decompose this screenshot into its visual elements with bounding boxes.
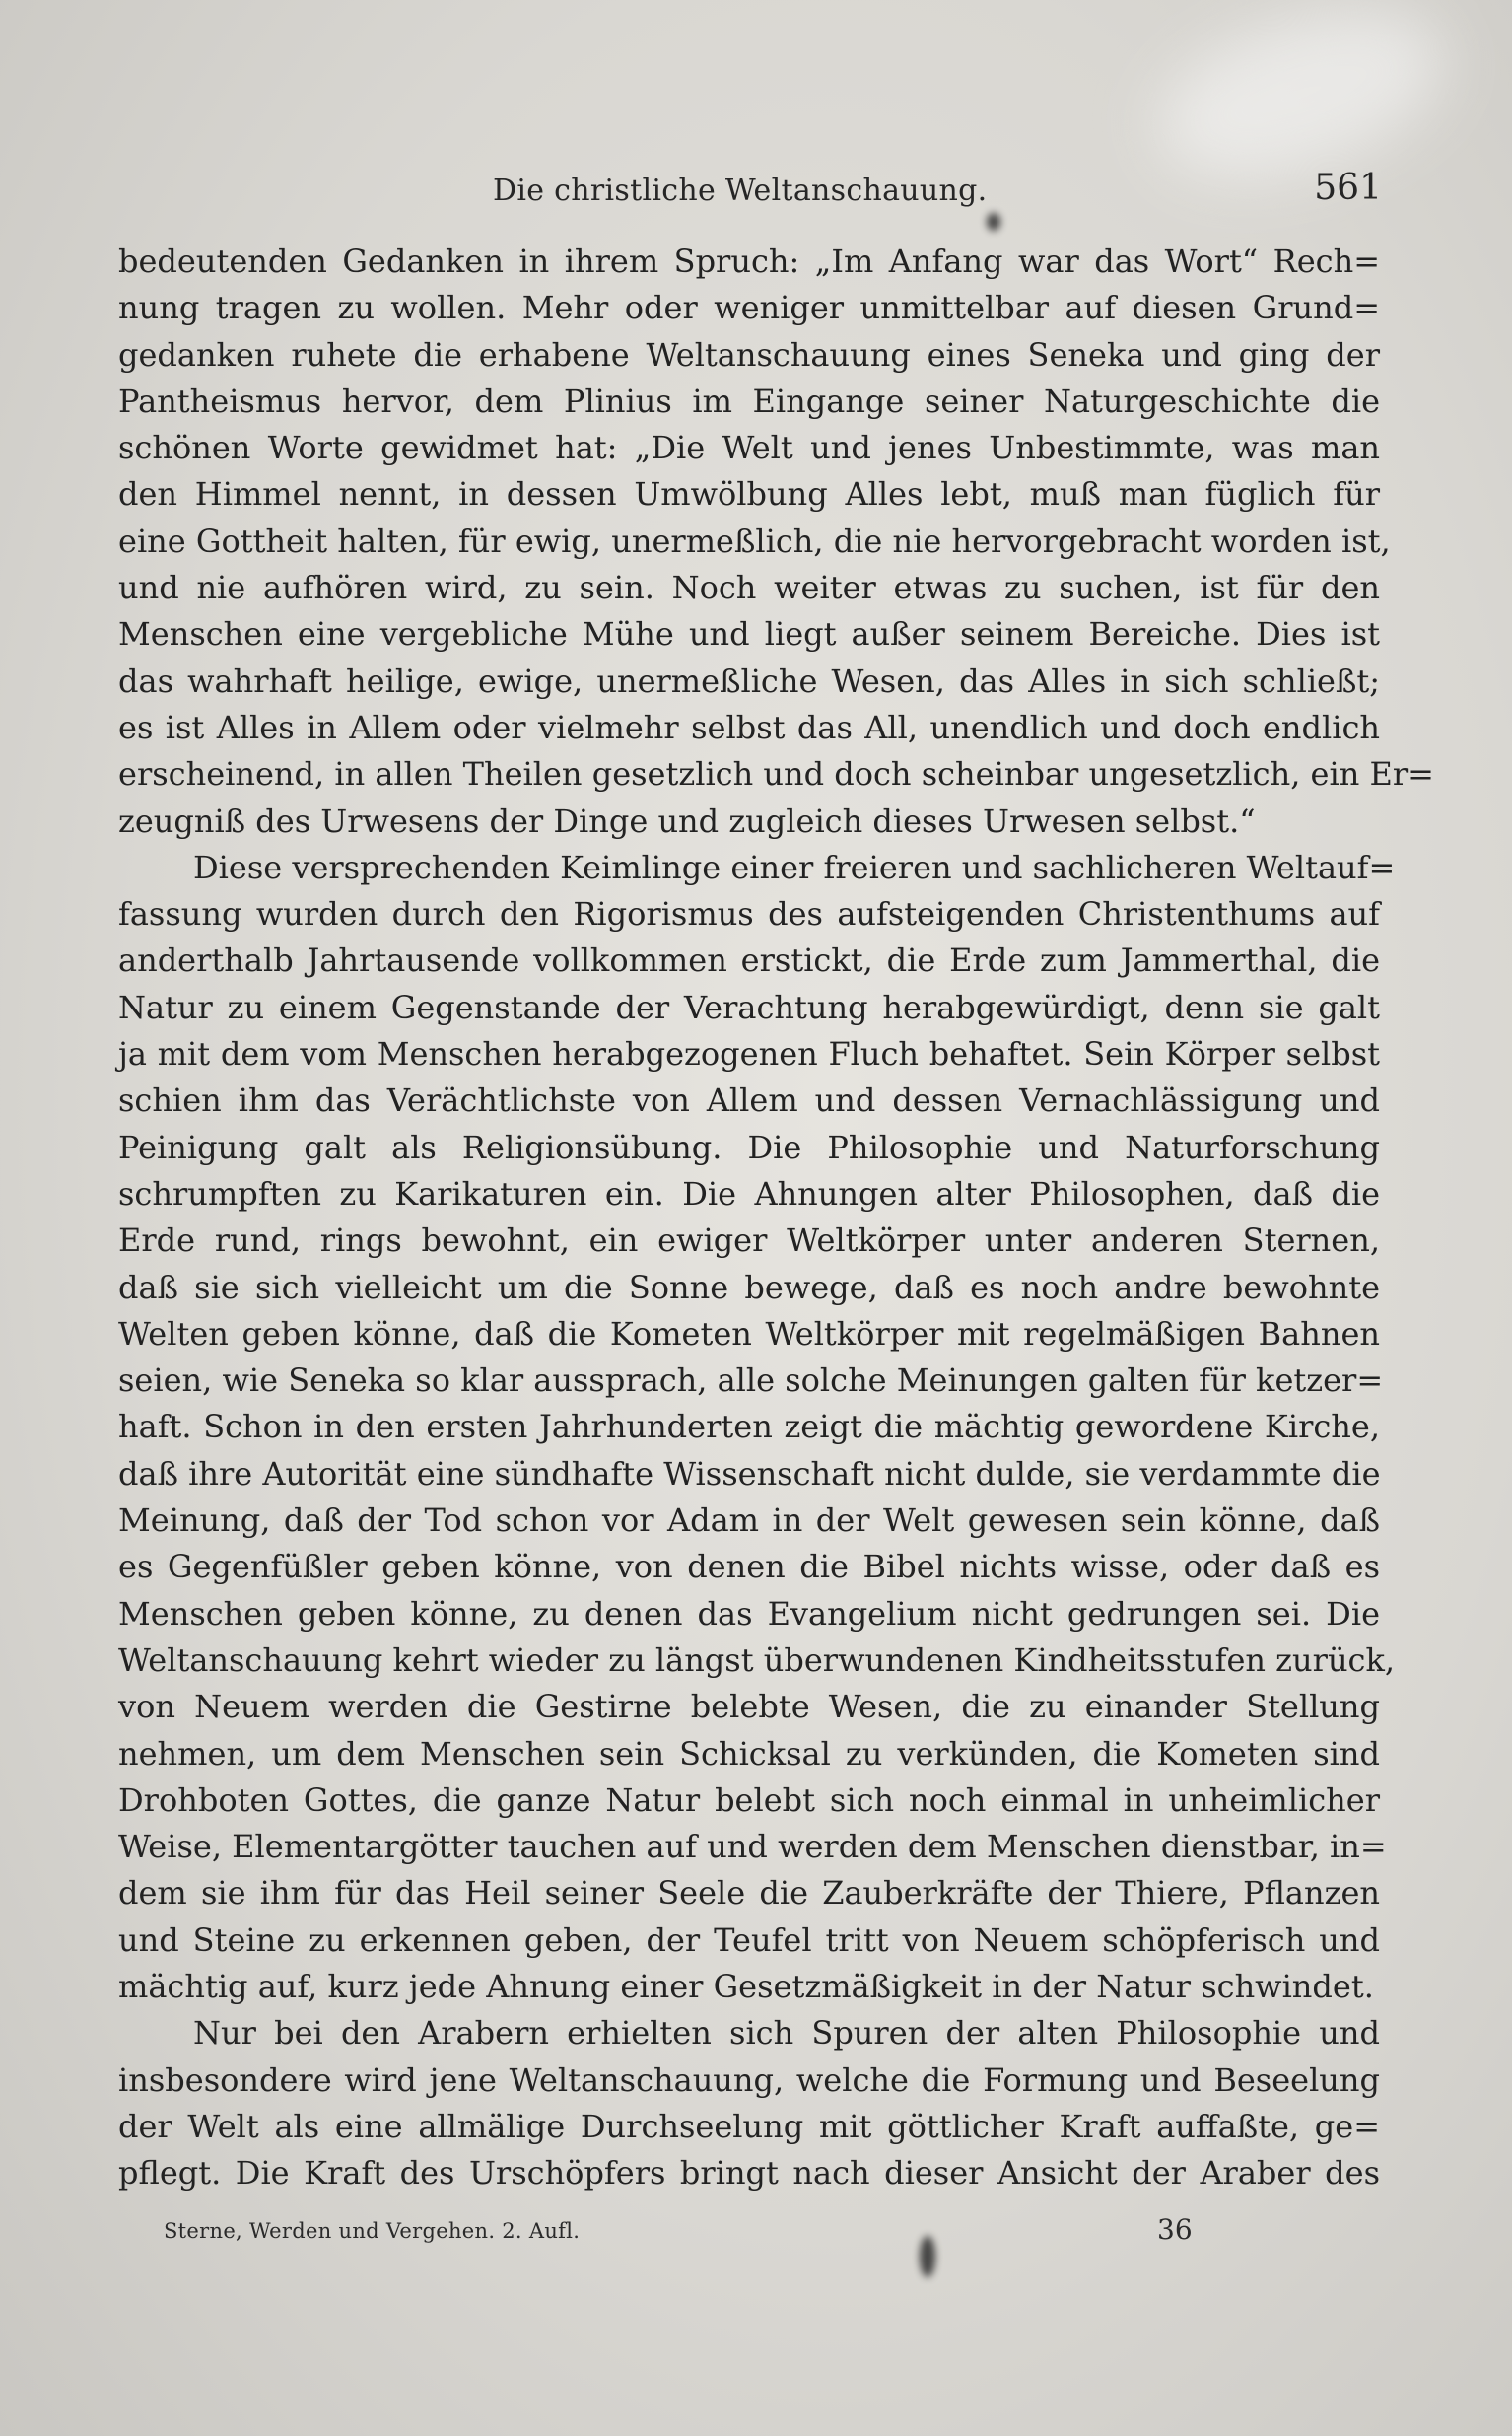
book-title-footer: Sterne, Werden und Vergehen. 2. Aufl. bbox=[164, 2219, 581, 2243]
text-line: Weltanschauung kehrt wieder zu längst überwundenen Kindheitsstufen zurück, bbox=[118, 1640, 1396, 1679]
text-line: es ist Alles in Allem oder vielmehr selbst das All, unendlich und doch endlich bbox=[118, 708, 1380, 746]
text-line: und Steine zu erkennen geben, der Teufel tritt von Neuem schöpferisch und bbox=[118, 1920, 1380, 1959]
text-line: anderthalb Jahrtausende vollkommen erstickt, die Erde zum Jammerthal, die bbox=[118, 941, 1380, 980]
text-line: haft. Schon in den ersten Jahrhunderten zeigt die mächtig gewordene Kirche, bbox=[118, 1408, 1380, 1446]
text-line: Diese versprechenden Keimlinge einer freieren und sachlicheren Weltauf= bbox=[193, 848, 1396, 886]
text-line: pflegt. Die Kraft des Urschöpfers bringt nach dieser Ansicht der Araber des bbox=[118, 2154, 1380, 2192]
text-line: und nie aufhören wird, zu sein. Noch weiter etwas zu suchen, ist für den bbox=[118, 569, 1380, 607]
text-line: gedanken ruhete die erhabene Weltanschauung eines Seneka und ging der bbox=[118, 335, 1380, 374]
paragraph bbox=[118, 2010, 1380, 2196]
text-line: der Welt als eine allmälige Durchseelung mit göttlicher Kraft auffaßte, ge= bbox=[118, 2107, 1380, 2145]
text-line: das wahrhaft heilige, ewige, unermeßliche Wesen, das Alles in sich schließt; bbox=[118, 661, 1380, 700]
text-line: Welten geben könne, daß die Kometen Weltkörper mit regelmäßigen Bahnen bbox=[118, 1314, 1380, 1353]
body-text bbox=[118, 239, 1434, 2196]
text-line: erscheinend, in allen Theilen gesetzlich und doch scheinbar ungesetzlich, ein Er= bbox=[118, 755, 1434, 794]
text-line: Nur bei den Arabern erhielten sich Spuren der alten Philosophie und bbox=[193, 2014, 1380, 2053]
text-line: zeugniß des Urwesens der Dinge und zugleich dieses Urwesen selbst.“ bbox=[118, 801, 1256, 840]
text-line: ja mit dem vom Menschen herabgezogenen Fluch behaftet. Sein Körper selbst bbox=[118, 1035, 1380, 1074]
running-title: Die christliche Weltanschauung. bbox=[493, 174, 988, 208]
text-line: daß ihre Autorität eine sündhafte Wissenschaft nicht dulde, sie verdammte die bbox=[118, 1454, 1381, 1493]
text-line: bedeutenden Gedanken in ihrem Spruch: „Im Anfang war das Wort“ Rech= bbox=[118, 243, 1380, 280]
text-line: schrumpften zu Karikaturen ein. Die Ahnungen alter Philosophen, daß die bbox=[118, 1174, 1380, 1213]
text-line: daß sie sich vielleicht um die Sonne bewege, daß es noch andre bewohnte bbox=[118, 1268, 1380, 1306]
text-line: Menschen geben könne, zu denen das Evangelium nicht gedrungen sei. Die bbox=[118, 1594, 1380, 1633]
text-line: Peinigung galt als Religionsübung. Die Philosophie und Naturforschung bbox=[118, 1128, 1380, 1166]
text-line: Weise, Elementargötter tauchen auf und werden dem Menschen dienstbar, in= bbox=[118, 1828, 1387, 1866]
text-line: Meinung, daß der Tod schon vor Adam in der Welt gewesen sein könne, daß bbox=[118, 1501, 1380, 1540]
page-number: 561 bbox=[1314, 168, 1382, 208]
text-line: insbesondere wird jene Weltanschauung, welche die Formung und Beseelung bbox=[118, 2060, 1380, 2099]
text-line: seien, wie Seneka so klar aussprach, alle solche Meinungen galten für ketzer= bbox=[118, 1361, 1384, 1400]
text-line: eine Gottheit halten, für ewig, unermeßlich, die nie hervorgebracht worden ist, bbox=[118, 522, 1391, 560]
text-line: fassung wurden durch den Rigorismus des aufsteigenden Christenthums auf bbox=[118, 895, 1380, 934]
text-line: nung tragen zu wollen. Mehr oder weniger unmittelbar auf diesen Grund= bbox=[118, 289, 1380, 327]
text-line: Drohboten Gottes, die ganze Natur belebt sich noch einmal in unheimlicher bbox=[118, 1780, 1380, 1819]
paragraph bbox=[118, 239, 1434, 845]
text-line: Natur zu einem Gegenstande der Verachtung herabgewürdigt, denn sie galt bbox=[118, 988, 1380, 1026]
signature-mark: 36 bbox=[1157, 2213, 1193, 2246]
text-line: schien ihm das Verächtlichste von Allem und dessen Vernachlässigung und bbox=[118, 1081, 1380, 1120]
page-header bbox=[118, 166, 1400, 221]
paragraph bbox=[118, 845, 1396, 2010]
text-line: Pantheismus hervor, dem Plinius im Eingange seiner Naturgeschichte die bbox=[118, 382, 1380, 420]
text-line: von Neuem werden die Gestirne belebte Wesen, die zu einander Stellung bbox=[118, 1688, 1380, 1726]
text-line: es Gegenfüßler geben könne, von denen die Bibel nichts wisse, oder daß es bbox=[118, 1548, 1380, 1586]
page-footer bbox=[164, 2213, 1248, 2253]
text-line: den Himmel nennt, in dessen Umwölbung Alles lebt, muß man füglich für bbox=[118, 475, 1380, 514]
text-line: Menschen eine vergebliche Mühe und liegt außer seinem Bereiche. Dies ist bbox=[118, 615, 1380, 654]
text-line: mächtig auf, kurz jede Ahnung einer Gesetzmäßigkeit in der Natur schwindet. bbox=[118, 1967, 1374, 2005]
text-line: dem sie ihm für das Heil seiner Seele die Zauberkräfte der Thiere, Pflanzen bbox=[118, 1874, 1380, 1913]
text-line: schönen Worte gewidmet hat: „Die Welt und jenes Unbestimmte, was man bbox=[118, 429, 1380, 467]
text-line: nehmen, um dem Menschen sein Schicksal zu verkünden, die Kometen sind bbox=[118, 1734, 1380, 1773]
text-line: Erde rund, rings bewohnt, ein ewiger Weltkörper unter anderen Sternen, bbox=[118, 1221, 1380, 1260]
